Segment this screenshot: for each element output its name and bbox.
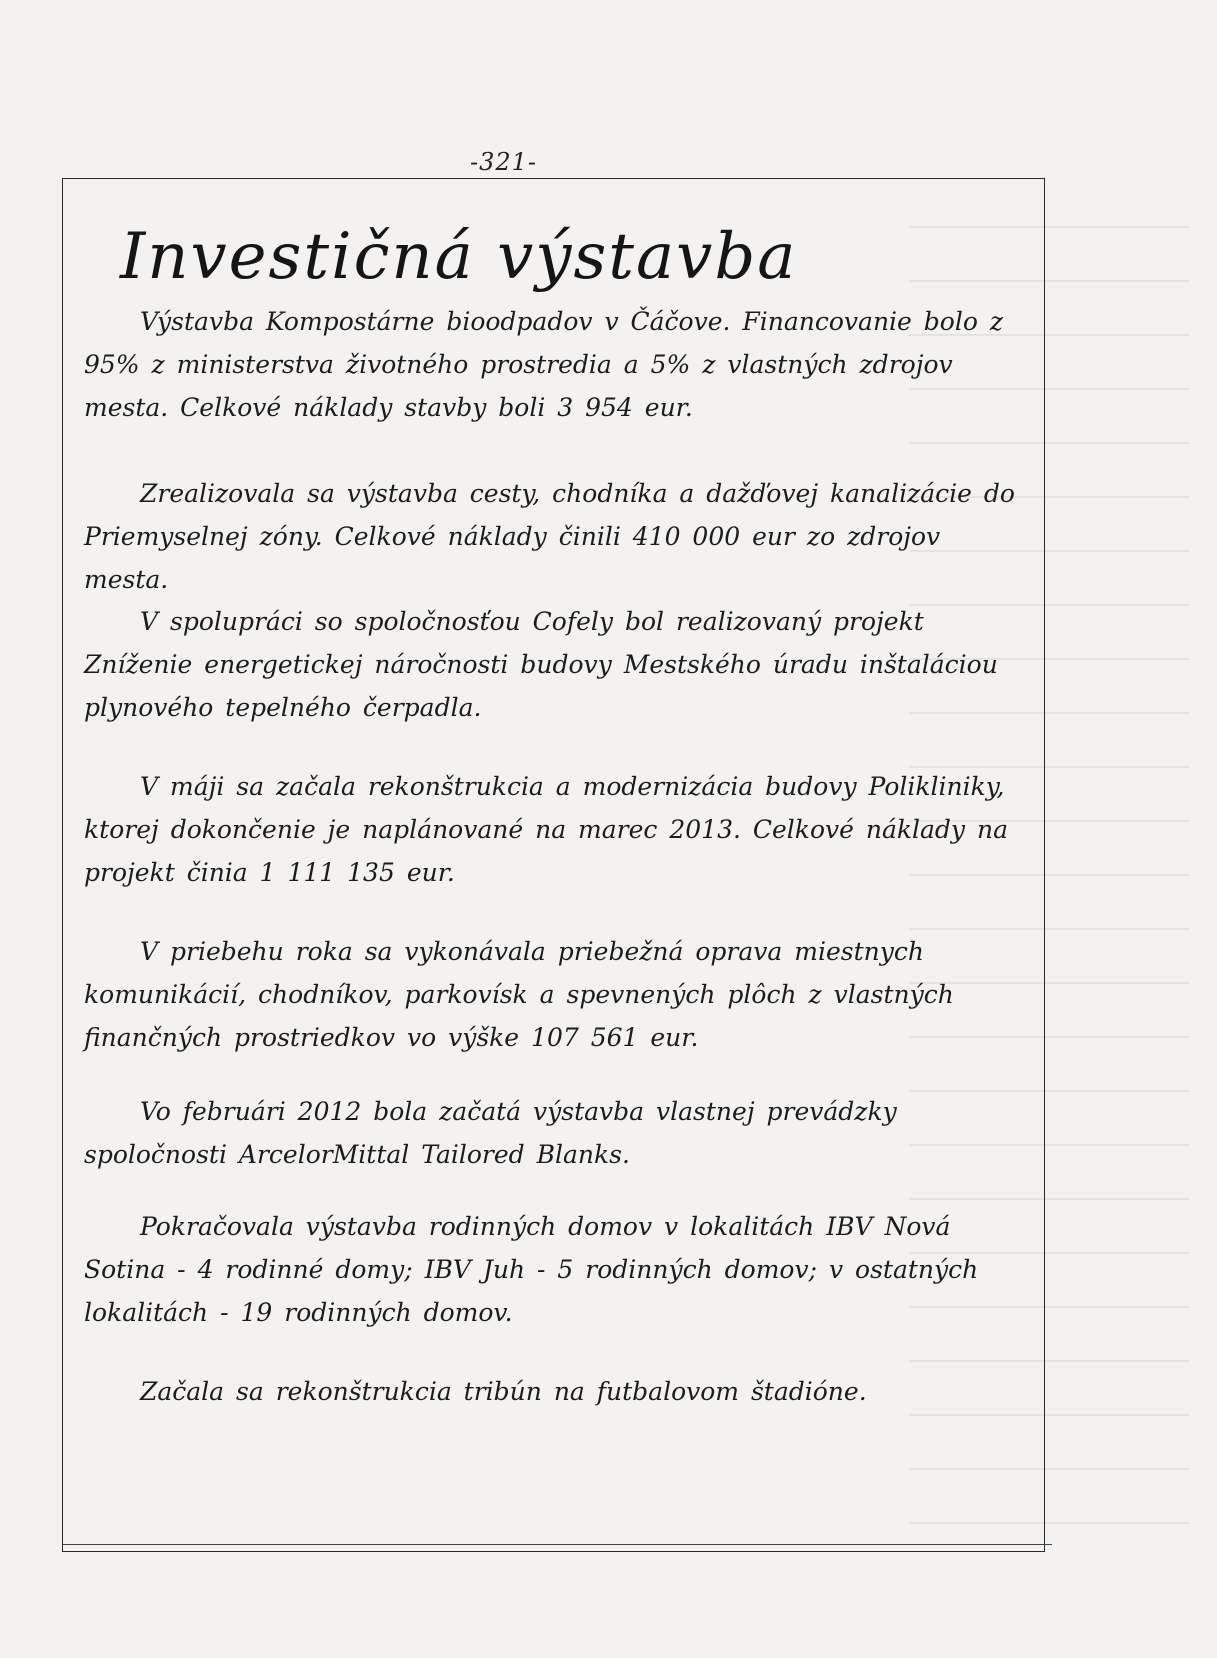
- paragraph-stadium: Začala sa rekonštrukcia tribún na futbalovom štadióne.: [140, 1377, 867, 1406]
- section-heading: Investičná výstavba: [120, 220, 798, 294]
- paragraph-arcelormittal: Vo februári 2012 bola začatá výstavba vlastnej prevádzky spoločnosti ArcelorMittal Tailored Blanks.: [84, 1097, 897, 1169]
- paragraph-polyclinic: V máji sa začala rekonštrukcia a modernizácia budovy Polikliniky, ktorej dokončenie je naplánované na marec 2013. Celkové náklady na projekt činia 1 111 135 eur.: [84, 772, 1009, 887]
- page-number: -321-: [470, 148, 538, 176]
- paragraph-family-houses: Pokračovala výstavba rodinných domov v lokalitách IBV Nová Sotina - 4 rodinné domy; IBV Juh - 5 rodinných domov; v ostatných lokalitách - 19 rodinných domov.: [84, 1212, 979, 1327]
- paragraph-road-repairs: V priebehu roka sa vykonávala priebežná oprava miestnych komunikácií, chodníkov, parkovísk a spevnených plôch z vlastných finančných prostriedkov vo výške 107 561 eur.: [84, 937, 954, 1052]
- paragraph-industrial-zone: Zrealizovala sa výstavba cesty, chodníka a dažďovej kanalizácie do Priemyselnej zóny. Celkové náklady činili 410 000 eur zo zdrojov mesta.: [84, 479, 1015, 594]
- paragraph-composting-plant: Výstavba Kompostárne bioodpadov v Čáčove. Financovanie bolo z 95% z ministerstva životného prostredia a 5% z vlastných zdrojov mesta. Celkové náklady stavby boli 3 954 eur.: [84, 307, 1004, 422]
- paragraph-cofely-project: V spolupráci so spoločnosťou Cofely bol realizovaný projekt Zníženie energetickej náročnosti budovy Mestského úradu inštaláciou plynového tepelného čerpadla.: [84, 607, 998, 722]
